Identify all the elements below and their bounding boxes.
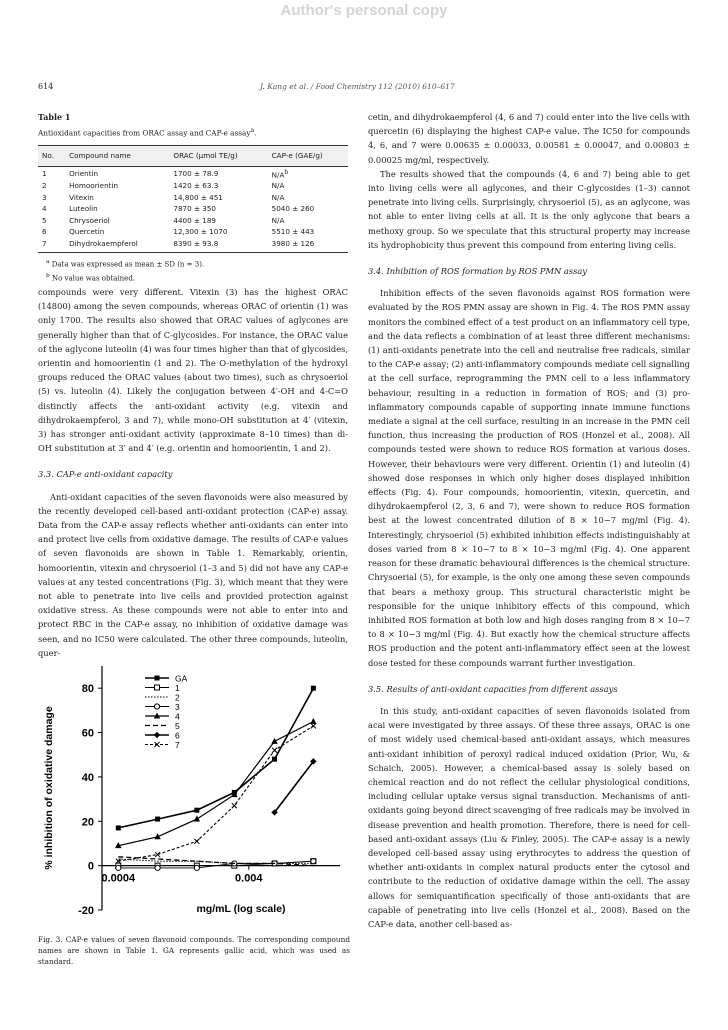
paragraph: compounds were very different. Vitexin (3) has the highest ORAC (14800) among the seven compounds, whereas ORAC of orientin (1) was only 1700. The results also showed that ORAC values of aglycones are generally higher than that of C-glycosides. For instance, the ORAC value of the aglycone luteolin (4) was four times higher than that of glycosides, orientin and homoorientin (1 and 2). The O-methylation of the hydroxyl groups reduced the ORAC values (about two times), such as chrysoeriol (5) vs. luteolin (4). Likely the conjugation between 4′-OH and 4-C=O distinctly affects the anti-oxidant activity (e.g. vitexin and dihydrokaempferol, 3 and 7), while mono-OH substitution at 4′ (vitexin, 3) has stronger anti-oxidant activity (approximate 8–10 times) than di-OH substitution at 3′ and 4′ (e.g. orientin and homoorientin, 1 and 2). <box>38 287 348 454</box>
table-row: 2 Homoorientin 1420 ± 63.3 N/A <box>42 181 285 191</box>
legend-marker <box>155 676 160 681</box>
table-row: 1 Orientin 1700 ± 78.9 $N/A^b$ <box>42 168 289 179</box>
section-heading-3-4: 3.4. Inhibition of ROS formation by ROS PMN assay <box>368 266 587 277</box>
data-point-3 <box>194 865 199 870</box>
table-title: Table 1 <box>38 112 71 122</box>
legend-label: 4 <box>175 711 180 722</box>
data-point-7 <box>311 723 316 728</box>
table-row: 6 Quercetin 12,300 ± 1070 5510 ± 443 <box>42 227 315 237</box>
paragraph: Inhibition effects of the seven flavonoids against ROS formation were evaluated by the ROS PMN assay are shown in Fig. 4. The ROS PMN assay monitors the combined effect of a test product on an inflammatory cell type, and the data reflects a combination of at least three different mechanisms: (1) anti-oxidants penetrate into the cell and neutralise free radicals, similar to the CAP-e assay; (2) anti-inflammatory compounds mediate cell signalling at the cell surface, reprogramming the PMN cell to a less inflammatory behaviour, resulting in a reduction in formation of ROS; and (3) pro-inflammatory compounds capable of supporting innate immune functions mediate a signal at the cell surface, resulting in an increase in the PMN cell function, thus increasing the production of ROS (Honzel et al., 2008). All compounds tested were shown to reduce ROS formation at various doses. However, their behaviours were very different. Orientin (1) and luteolin (4) showed dose responses in which only higher doses displayed inhibition effects (Fig. 4). Four compounds, homoorientin, vitexin, quercetin, and dihydrokaempferol (2, 3, 6 and 7), were shown to reduce ROS formation best at the lowest concentrated dilution of 8 × 10−7 mg/ml (Fig. 4). Interestingly, chrysoeriol (5) exhibited inhibition effects indistinguishably at doses varied from 8 × 10−7 to 8 × 10−3 mg/ml (Fig. 4). One apparent reason for these dramatic behavioural differences is the chemical structure. Chrysoerial (5), for example, is the only one among these seven compounds that bears a methoxy group. This structural characteristic might be responsible for the unique inhibitory effects of this compound, which inhibited ROS formation at both low and high doses ranging from 8 × 10−7 to 8 × 10−3 mg/ml (Fig. 4). But exactly how the chemical structure affects ROS production and the potent anti-inflammatory effect seen at the lowest dose tested for these compounds warrant further investigation. <box>368 288 690 668</box>
data-point-GA <box>272 757 277 762</box>
data-point-4 <box>310 718 316 724</box>
legend-label: GA <box>175 673 188 684</box>
paragraph: Anti-oxidant capacities of the seven flavonoids were also measured by the recently developed cell-based anti-oxidant protection (CAP-e) assay. Data from the CAP-e assay reflects whether anti-oxidants can enter into and protect live cells from oxidative damage. The results of CAP-e values of seven flavonoids are shown in Table 1. Remarkably, orientin, homoorientin, vitexin and chrysoeriol (1–3 and 5) did not have any CAP-e values at any tested concentrations (Fig. 3), which meant that they were not able to penetrate into live cells and provided protection against oxidative stress. As these compounds were not able to enter into and protect RBC in the CAP-e assay, no inhibition of oxidative damage was seen, and no IC50 were calculated. The other three compounds, luteolin, quer- <box>38 491 348 658</box>
right-column <box>368 110 690 931</box>
x-tick-label: 0.0004 <box>101 872 136 885</box>
legend-label: 2 <box>175 692 180 703</box>
data-point-GA <box>116 825 121 830</box>
series-line-6 <box>275 761 314 812</box>
journal-citation: J. Kang et al. / Food Chemistry 112 (2010) 610–617 <box>260 82 455 91</box>
paragraph: In this study, anti-oxidant capacities of seven flavonoids isolated from acai were investigated by three assays. Of these three assays, ORAC is one of most widely used chemical-based anti-oxidant assays, which measures anti-oxidant inhibition of peroxyl radical induced oxidation (Prior, Wu, & Schaich, 2005). However, a chemical-based assay is solely based on chemical reaction and do not reflect the cellular physiological conditions, including cellular uptake versus signal transduction. Mechanisms of anti-oxidants going beyond direct scavenging of free radicals may be involved in disease prevention and health promotion. Therefore, there is need for cell-based anti-oxidant assays (Liu & Finley, 2005). The CAP-e assay is a newly developed cell-based assay using erythrocytes to address the question of whether anti-oxidants in complex natural products enter the cytosol and contribute to the reduction of oxidative damage within the cell. The assay allows for semiquantification specifically of those anti-oxidants that are capable of penetrating into live cells (Honzel et al., 2008). Based on the CAP-e data, another cell-based as- <box>368 705 690 929</box>
y-tick-label: 40 <box>81 771 94 784</box>
table-caption: Antioxidant capacities from ORAC assay and CAP-e assay$^a$. <box>38 127 257 138</box>
data-point-7 <box>272 748 277 753</box>
data-point-3 <box>155 865 160 870</box>
legend-label: 1 <box>175 683 180 693</box>
legend-marker <box>154 732 160 738</box>
data-point-4 <box>271 738 277 744</box>
y-tick-label: 0 <box>87 860 94 873</box>
data-point-GA <box>194 808 199 813</box>
section-heading-3-5: 3.5. Results of anti-oxidant capacities from different assays <box>368 683 618 694</box>
data-point-7 <box>194 839 199 844</box>
y-tick-label: -20 <box>78 905 94 917</box>
y-tick-label: 20 <box>81 816 94 829</box>
series-line-5 <box>118 857 313 866</box>
series-line-7 <box>118 726 313 861</box>
orac-cape-table <box>38 145 348 254</box>
figure-caption: Fig. 3. CAP-e values of seven flavonoid compounds. The corresponding compound names are shown in Table 1. GA represents gallic acid, which was used as standard. <box>38 935 350 966</box>
legend-label: 3 <box>175 702 180 712</box>
x-axis-label: mg/mL (log scale) <box>196 903 286 915</box>
watermark: Author's personal copy <box>280 2 448 19</box>
paragraph: The results showed that the compounds (4, 6 and 7) being able to get into living cells were all aglycones, and their C-glycosides (1–3) cannot penetrate into living cells. Surprisingly, chrysoeriol (5), as an aglycone, was not able to enter living cells at all. It is the only aglycone that bears a methoxy group. So we speculate that this structural property may increase its hydrophobicity thus prevent this compound from entering living cells. <box>368 168 690 250</box>
table-header-cell: Compound name <box>65 145 169 166</box>
table-row: 7 Dihydrokaempferol 8390 ± 93.8 3980 ± 126 <box>38 238 348 253</box>
table-row: 5 Chrysoeriol 4400 ± 189 N/A <box>42 215 285 225</box>
table-footnote: $^b$ No value was obtained. <box>46 272 136 283</box>
data-point-7 <box>155 852 160 857</box>
left-text <box>38 285 348 660</box>
table-header-cell: No. <box>38 145 65 166</box>
y-axis-label: % inhibition of oxidative damage <box>43 706 55 870</box>
data-point-3 <box>311 859 316 864</box>
legend-marker <box>154 704 159 709</box>
y-tick-label: 80 <box>81 683 94 696</box>
table-header-cell: ORAC (μmol TE/g) <box>169 145 267 166</box>
section-heading-3-3: 3.3. CAP-e anti-oxidant capacity <box>38 469 173 480</box>
table-footnote: $^a$ Data was expressed as mean ± SD (n = 3). <box>46 259 205 269</box>
table-header-cell: CAP-e (GAE/g) <box>268 145 348 166</box>
data-point-4 <box>194 816 200 822</box>
figure-3-chart <box>40 658 350 930</box>
data-point-3 <box>116 865 121 870</box>
left-column <box>38 110 348 284</box>
table-row: 4 Luteolin 7870 ± 350 5040 ± 260 <box>42 204 315 214</box>
data-point-GA <box>155 817 160 822</box>
data-point-7 <box>232 803 237 808</box>
legend-label: 6 <box>175 730 180 741</box>
table-row: 3 Vitexin 14,800 ± 451 N/A <box>42 192 285 202</box>
paragraph: cetin, and dihydrokaempferol (4, 6 and 7) could enter into the live cells with quercetin (6) displaying the highest CAP-e value. The IC50 for compounds 4, 6, and 7 were 0.00635 ± 0.00033, 0.00581 ± 0.00047, and 0.00803 ± 0.00025 mg/ml, respectively. <box>368 112 690 165</box>
x-tick-label: 0.004 <box>235 872 263 885</box>
legend-label: 5 <box>175 721 180 731</box>
legend-label: 7 <box>175 740 180 750</box>
data-point-GA <box>311 686 316 691</box>
legend-marker <box>155 685 160 690</box>
y-tick-label: 60 <box>81 727 94 740</box>
page-number: 614 <box>38 82 54 91</box>
